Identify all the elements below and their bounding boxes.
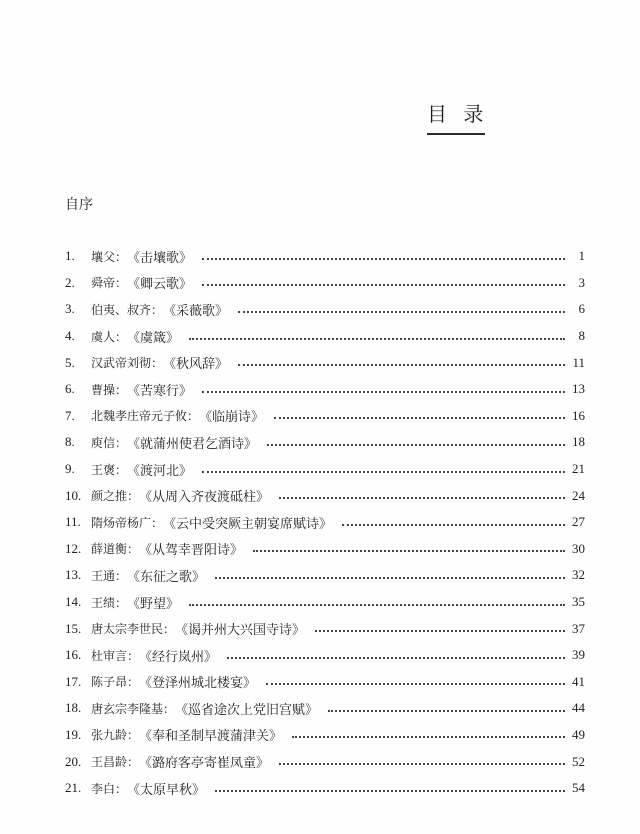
entry-page: 41 (572, 673, 585, 689)
dot-leader (279, 762, 565, 765)
entry-work: 《经行岚州》 (139, 649, 218, 665)
entry-work: 《巡省途次上党旧宫赋》 (175, 702, 319, 718)
toc-entry[interactable] (65, 349, 585, 376)
entry-page: 27 (572, 514, 585, 530)
entry-page: 11 (572, 354, 585, 370)
toc-entry[interactable] (65, 589, 585, 616)
dot-leader (279, 496, 565, 499)
dot-leader (189, 603, 565, 606)
toc-entry[interactable] (65, 296, 585, 323)
toc-entry[interactable] (65, 536, 585, 563)
entry-page: 3 (578, 274, 585, 290)
entry-number: 1. (65, 248, 75, 264)
entry-author: 壤父： (91, 249, 128, 264)
entry-number: 6. (65, 381, 75, 397)
toc-entry[interactable] (65, 615, 585, 642)
entry-number: 19. (65, 726, 82, 742)
toc-entry[interactable] (65, 403, 585, 430)
toc-entry[interactable] (65, 562, 585, 589)
entry-page: 21 (572, 461, 585, 477)
entry-work: 《云中受突厥主朝宴席赋诗》 (163, 516, 333, 532)
dot-leader (253, 549, 565, 552)
entry-author: 庾信： (91, 435, 128, 450)
entry-page: 39 (572, 647, 585, 663)
toc-entry[interactable] (65, 323, 585, 350)
entry-page: 32 (572, 567, 585, 583)
dot-leader (189, 337, 565, 340)
dot-leader (292, 735, 565, 738)
entry-work: 《卿云歌》 (127, 277, 193, 293)
dot-leader (238, 310, 565, 313)
entry-author: 薛道衡： (91, 542, 140, 557)
entry-page: 16 (572, 407, 585, 423)
entry-work: 《潞府客亭寄崔凤童》 (139, 756, 270, 772)
toc-entry[interactable] (65, 695, 585, 722)
dot-leader (215, 789, 565, 792)
entry-work: 《秋风辞》 (163, 357, 229, 373)
entry-number: 12. (65, 540, 82, 556)
entry-work: 《东征之歌》 (127, 569, 206, 585)
entry-author: 曹操： (91, 382, 128, 397)
toc-entry[interactable] (65, 669, 585, 696)
dot-leader (202, 470, 565, 473)
entry-work: 《渡河北》 (127, 463, 193, 479)
entry-author: 王褒： (91, 462, 128, 477)
entry-author: 汉武帝刘彻： (91, 356, 164, 371)
toc-entry[interactable] (65, 722, 585, 749)
entry-author: 李白： (91, 781, 128, 796)
entry-number: 7. (65, 407, 75, 423)
entry-number: 13. (65, 567, 82, 583)
entry-number: 4. (65, 328, 75, 344)
dot-leader (202, 390, 565, 393)
toc-entry[interactable] (65, 376, 585, 403)
entry-author: 杜审言： (91, 648, 140, 663)
entry-number: 21. (65, 780, 82, 796)
entry-work: 《谒并州大兴国寺诗》 (175, 623, 306, 639)
dot-leader (266, 682, 565, 685)
entry-page: 8 (578, 328, 585, 344)
dot-leader (267, 443, 565, 446)
entry-number: 2. (65, 274, 75, 290)
entry-author: 陈子昂： (91, 675, 140, 690)
entry-work: 《从周入齐夜渡砥柱》 (139, 490, 270, 506)
entry-work: 《击壤歌》 (127, 250, 193, 266)
toc-entry[interactable] (65, 509, 585, 536)
toc-entry[interactable] (65, 243, 585, 270)
entry-number: 5. (65, 354, 75, 370)
toc-entry[interactable] (65, 482, 585, 509)
entry-author: 隋炀帝杨广： (91, 515, 164, 530)
entry-work: 《从驾幸晋阳诗》 (139, 543, 244, 559)
dot-leader (227, 656, 565, 659)
dot-leader (215, 576, 565, 579)
entry-author: 北魏孝庄帝元子攸： (91, 409, 200, 424)
toc-entry[interactable] (65, 456, 585, 483)
dot-leader (202, 257, 565, 260)
entry-number: 8. (65, 434, 75, 450)
entry-number: 11. (65, 514, 81, 530)
toc-entry[interactable] (65, 642, 585, 669)
entry-author: 王昌龄： (91, 755, 140, 770)
entry-author: 伯夷、叔齐： (91, 302, 164, 317)
entry-number: 16. (65, 647, 82, 663)
entry-author: 唐太宗李世民： (91, 622, 176, 637)
entry-author: 王通： (91, 568, 128, 583)
entry-work: 《登泽州城北楼宴》 (139, 676, 257, 692)
entry-number: 18. (65, 700, 82, 716)
entry-work: 《野望》 (127, 596, 180, 612)
preface-entry[interactable]: 自序 (65, 197, 93, 213)
entry-page: 44 (572, 700, 585, 716)
entry-work: 《就蒲州使君乞酒诗》 (127, 436, 258, 452)
entry-author: 虞人： (91, 329, 128, 344)
toc-entry[interactable] (65, 270, 585, 297)
entry-page: 30 (572, 540, 585, 556)
dot-leader (238, 363, 565, 366)
toc-entry[interactable] (65, 775, 585, 802)
toc-title: 目 录 (427, 98, 485, 135)
entry-number: 17. (65, 673, 82, 689)
entry-page: 52 (572, 753, 585, 769)
entry-author: 张九龄： (91, 728, 140, 743)
dot-leader (342, 523, 565, 526)
entry-page: 18 (572, 434, 585, 450)
entry-work: 《虞箴》 (127, 330, 180, 346)
dot-leader (202, 283, 565, 286)
entry-number: 9. (65, 461, 75, 477)
entry-number: 15. (65, 620, 82, 636)
dot-leader (274, 416, 565, 419)
entry-author: 颜之推： (91, 489, 140, 504)
entry-page: 1 (578, 248, 585, 264)
toc-entry[interactable] (65, 748, 585, 775)
entry-page: 49 (572, 726, 585, 742)
entry-author: 舜帝： (91, 276, 128, 291)
entry-work: 《奉和圣制早渡蒲津关》 (139, 729, 283, 745)
entry-work: 《苦寒行》 (127, 383, 193, 399)
entry-number: 14. (65, 594, 82, 610)
entry-work: 《采薇歌》 (163, 303, 229, 319)
entry-work: 《太原早秋》 (127, 782, 206, 798)
entry-author: 唐玄宗李隆基： (91, 701, 176, 716)
dot-leader (315, 629, 565, 632)
entry-work: 《临崩诗》 (199, 410, 265, 426)
entry-page: 24 (572, 487, 585, 503)
entry-number: 10. (65, 487, 82, 503)
entry-page: 6 (578, 301, 585, 317)
toc-entry[interactable] (65, 429, 585, 456)
entry-number: 3. (65, 301, 75, 317)
toc-list (65, 243, 585, 801)
entry-page: 54 (572, 780, 585, 796)
entry-page: 35 (572, 594, 585, 610)
entry-page: 13 (572, 381, 585, 397)
entry-author: 王绩： (91, 595, 128, 610)
entry-number: 20. (65, 753, 82, 769)
entry-page: 37 (572, 620, 585, 636)
dot-leader (328, 709, 565, 712)
